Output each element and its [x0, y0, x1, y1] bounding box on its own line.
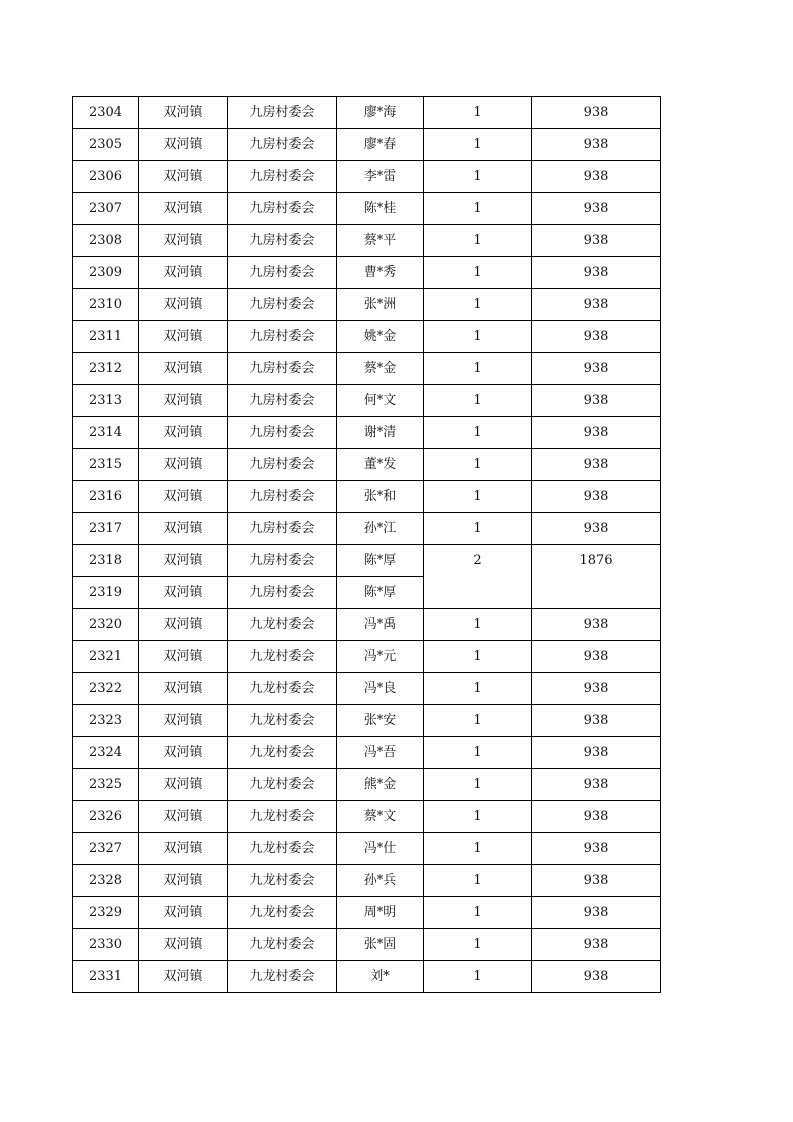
person-name-cell: 李*雷 [337, 161, 424, 193]
data-table [72, 96, 661, 993]
town-cell: 双河镇 [139, 417, 228, 449]
town-cell: 双河镇 [139, 449, 228, 481]
table-row [73, 289, 661, 321]
village-committee-cell: 九龙村委会 [228, 961, 337, 993]
town-cell: 双河镇 [139, 225, 228, 257]
amount-cell: 1876 [532, 545, 661, 577]
row-number-cell: 2307 [73, 193, 139, 225]
count-cell: 1 [424, 225, 532, 257]
amount-cell: 938 [532, 321, 661, 353]
count-cell [424, 577, 532, 609]
person-name-cell: 陈*桂 [337, 193, 424, 225]
town-cell: 双河镇 [139, 161, 228, 193]
town-cell: 双河镇 [139, 897, 228, 929]
person-name-cell: 张*和 [337, 481, 424, 513]
table-row [73, 737, 661, 769]
table-row [73, 769, 661, 801]
count-cell: 1 [424, 321, 532, 353]
count-cell: 1 [424, 609, 532, 641]
count-cell: 1 [424, 833, 532, 865]
row-number-cell: 2316 [73, 481, 139, 513]
village-committee-cell: 九房村委会 [228, 289, 337, 321]
count-cell: 1 [424, 897, 532, 929]
village-committee-cell: 九房村委会 [228, 385, 337, 417]
amount-cell: 938 [532, 897, 661, 929]
town-cell: 双河镇 [139, 609, 228, 641]
count-cell: 1 [424, 129, 532, 161]
table-body [73, 97, 661, 993]
count-cell: 1 [424, 257, 532, 289]
person-name-cell: 冯*仕 [337, 833, 424, 865]
town-cell: 双河镇 [139, 673, 228, 705]
table-row [73, 225, 661, 257]
village-committee-cell: 九房村委会 [228, 225, 337, 257]
village-committee-cell: 九房村委会 [228, 321, 337, 353]
count-cell: 1 [424, 353, 532, 385]
row-number-cell: 2309 [73, 257, 139, 289]
row-number-cell: 2312 [73, 353, 139, 385]
row-number-cell: 2325 [73, 769, 139, 801]
person-name-cell: 冯*元 [337, 641, 424, 673]
town-cell: 双河镇 [139, 961, 228, 993]
row-number-cell: 2308 [73, 225, 139, 257]
row-number-cell: 2304 [73, 97, 139, 129]
count-cell: 1 [424, 865, 532, 897]
table-row [73, 129, 661, 161]
amount-cell: 938 [532, 609, 661, 641]
town-cell: 双河镇 [139, 705, 228, 737]
village-committee-cell: 九房村委会 [228, 513, 337, 545]
count-cell: 1 [424, 161, 532, 193]
table-row [73, 897, 661, 929]
row-number-cell: 2329 [73, 897, 139, 929]
town-cell: 双河镇 [139, 97, 228, 129]
count-cell: 1 [424, 97, 532, 129]
count-cell: 1 [424, 961, 532, 993]
table-row [73, 641, 661, 673]
table-row [73, 801, 661, 833]
town-cell: 双河镇 [139, 129, 228, 161]
table-row [73, 577, 661, 609]
person-name-cell: 张*安 [337, 705, 424, 737]
amount-cell: 938 [532, 705, 661, 737]
row-number-cell: 2314 [73, 417, 139, 449]
amount-cell: 938 [532, 353, 661, 385]
amount-cell: 938 [532, 929, 661, 961]
town-cell: 双河镇 [139, 481, 228, 513]
person-name-cell: 熊*金 [337, 769, 424, 801]
count-cell: 1 [424, 289, 532, 321]
town-cell: 双河镇 [139, 385, 228, 417]
table-row [73, 257, 661, 289]
table-row [73, 481, 661, 513]
village-committee-cell: 九房村委会 [228, 545, 337, 577]
town-cell: 双河镇 [139, 801, 228, 833]
person-name-cell: 曹*秀 [337, 257, 424, 289]
row-number-cell: 2318 [73, 545, 139, 577]
person-name-cell: 蔡*文 [337, 801, 424, 833]
table-row [73, 161, 661, 193]
person-name-cell: 周*明 [337, 897, 424, 929]
person-name-cell: 姚*金 [337, 321, 424, 353]
row-number-cell: 2327 [73, 833, 139, 865]
person-name-cell: 冯*禹 [337, 609, 424, 641]
person-name-cell: 陈*厚 [337, 545, 424, 577]
amount-cell: 938 [532, 289, 661, 321]
person-name-cell: 冯*吾 [337, 737, 424, 769]
town-cell: 双河镇 [139, 577, 228, 609]
village-committee-cell: 九房村委会 [228, 97, 337, 129]
person-name-cell: 蔡*平 [337, 225, 424, 257]
row-number-cell: 2313 [73, 385, 139, 417]
village-committee-cell: 九房村委会 [228, 417, 337, 449]
table-row [73, 385, 661, 417]
row-number-cell: 2322 [73, 673, 139, 705]
village-committee-cell: 九龙村委会 [228, 705, 337, 737]
row-number-cell: 2315 [73, 449, 139, 481]
amount-cell: 938 [532, 97, 661, 129]
town-cell: 双河镇 [139, 833, 228, 865]
count-cell: 2 [424, 545, 532, 577]
amount-cell: 938 [532, 769, 661, 801]
village-committee-cell: 九龙村委会 [228, 801, 337, 833]
village-committee-cell: 九龙村委会 [228, 673, 337, 705]
town-cell: 双河镇 [139, 865, 228, 897]
person-name-cell: 何*文 [337, 385, 424, 417]
town-cell: 双河镇 [139, 257, 228, 289]
person-name-cell: 廖*海 [337, 97, 424, 129]
count-cell: 1 [424, 705, 532, 737]
village-committee-cell: 九龙村委会 [228, 769, 337, 801]
count-cell: 1 [424, 513, 532, 545]
count-cell: 1 [424, 449, 532, 481]
table-row [73, 961, 661, 993]
amount-cell: 938 [532, 193, 661, 225]
amount-cell: 938 [532, 257, 661, 289]
town-cell: 双河镇 [139, 641, 228, 673]
count-cell: 1 [424, 641, 532, 673]
count-cell: 1 [424, 929, 532, 961]
table-row [73, 193, 661, 225]
village-committee-cell: 九房村委会 [228, 577, 337, 609]
amount-cell: 938 [532, 801, 661, 833]
town-cell: 双河镇 [139, 929, 228, 961]
village-committee-cell: 九房村委会 [228, 129, 337, 161]
village-committee-cell: 九房村委会 [228, 449, 337, 481]
village-committee-cell: 九龙村委会 [228, 929, 337, 961]
person-name-cell: 刘* [337, 961, 424, 993]
village-committee-cell: 九龙村委会 [228, 833, 337, 865]
table-row [73, 545, 661, 577]
row-number-cell: 2305 [73, 129, 139, 161]
row-number-cell: 2310 [73, 289, 139, 321]
count-cell: 1 [424, 417, 532, 449]
row-number-cell: 2331 [73, 961, 139, 993]
town-cell: 双河镇 [139, 193, 228, 225]
table-row [73, 97, 661, 129]
amount-cell: 938 [532, 481, 661, 513]
table-row [73, 705, 661, 737]
count-cell: 1 [424, 801, 532, 833]
village-committee-cell: 九房村委会 [228, 257, 337, 289]
row-number-cell: 2321 [73, 641, 139, 673]
person-name-cell: 陈*厚 [337, 577, 424, 609]
person-name-cell: 孙*江 [337, 513, 424, 545]
village-committee-cell: 九房村委会 [228, 353, 337, 385]
table-row [73, 609, 661, 641]
amount-cell: 938 [532, 225, 661, 257]
town-cell: 双河镇 [139, 737, 228, 769]
amount-cell: 938 [532, 513, 661, 545]
town-cell: 双河镇 [139, 513, 228, 545]
table-row [73, 321, 661, 353]
table-row [73, 417, 661, 449]
person-name-cell: 张*洲 [337, 289, 424, 321]
count-cell: 1 [424, 481, 532, 513]
count-cell: 1 [424, 193, 532, 225]
person-name-cell: 孙*兵 [337, 865, 424, 897]
town-cell: 双河镇 [139, 353, 228, 385]
amount-cell: 938 [532, 833, 661, 865]
row-number-cell: 2319 [73, 577, 139, 609]
amount-cell: 938 [532, 641, 661, 673]
table-row [73, 673, 661, 705]
village-committee-cell: 九龙村委会 [228, 737, 337, 769]
amount-cell: 938 [532, 449, 661, 481]
village-committee-cell: 九房村委会 [228, 481, 337, 513]
row-number-cell: 2328 [73, 865, 139, 897]
table-row [73, 449, 661, 481]
amount-cell: 938 [532, 161, 661, 193]
person-name-cell: 张*固 [337, 929, 424, 961]
table-row [73, 513, 661, 545]
person-name-cell: 谢*清 [337, 417, 424, 449]
table-row [73, 929, 661, 961]
person-name-cell: 冯*良 [337, 673, 424, 705]
person-name-cell: 廖*春 [337, 129, 424, 161]
row-number-cell: 2311 [73, 321, 139, 353]
amount-cell: 938 [532, 673, 661, 705]
table-row [73, 353, 661, 385]
amount-cell [532, 577, 661, 609]
row-number-cell: 2320 [73, 609, 139, 641]
amount-cell: 938 [532, 737, 661, 769]
village-committee-cell: 九龙村委会 [228, 641, 337, 673]
row-number-cell: 2326 [73, 801, 139, 833]
amount-cell: 938 [532, 961, 661, 993]
count-cell: 1 [424, 673, 532, 705]
village-committee-cell: 九龙村委会 [228, 865, 337, 897]
row-number-cell: 2323 [73, 705, 139, 737]
person-name-cell: 董*发 [337, 449, 424, 481]
village-committee-cell: 九龙村委会 [228, 897, 337, 929]
count-cell: 1 [424, 769, 532, 801]
town-cell: 双河镇 [139, 289, 228, 321]
amount-cell: 938 [532, 417, 661, 449]
person-name-cell: 蔡*金 [337, 353, 424, 385]
village-committee-cell: 九房村委会 [228, 193, 337, 225]
town-cell: 双河镇 [139, 321, 228, 353]
row-number-cell: 2330 [73, 929, 139, 961]
amount-cell: 938 [532, 385, 661, 417]
village-committee-cell: 九龙村委会 [228, 609, 337, 641]
table-row [73, 833, 661, 865]
count-cell: 1 [424, 385, 532, 417]
amount-cell: 938 [532, 129, 661, 161]
table-row [73, 865, 661, 897]
count-cell: 1 [424, 737, 532, 769]
town-cell: 双河镇 [139, 545, 228, 577]
village-committee-cell: 九房村委会 [228, 161, 337, 193]
amount-cell: 938 [532, 865, 661, 897]
row-number-cell: 2324 [73, 737, 139, 769]
row-number-cell: 2317 [73, 513, 139, 545]
row-number-cell: 2306 [73, 161, 139, 193]
town-cell: 双河镇 [139, 769, 228, 801]
